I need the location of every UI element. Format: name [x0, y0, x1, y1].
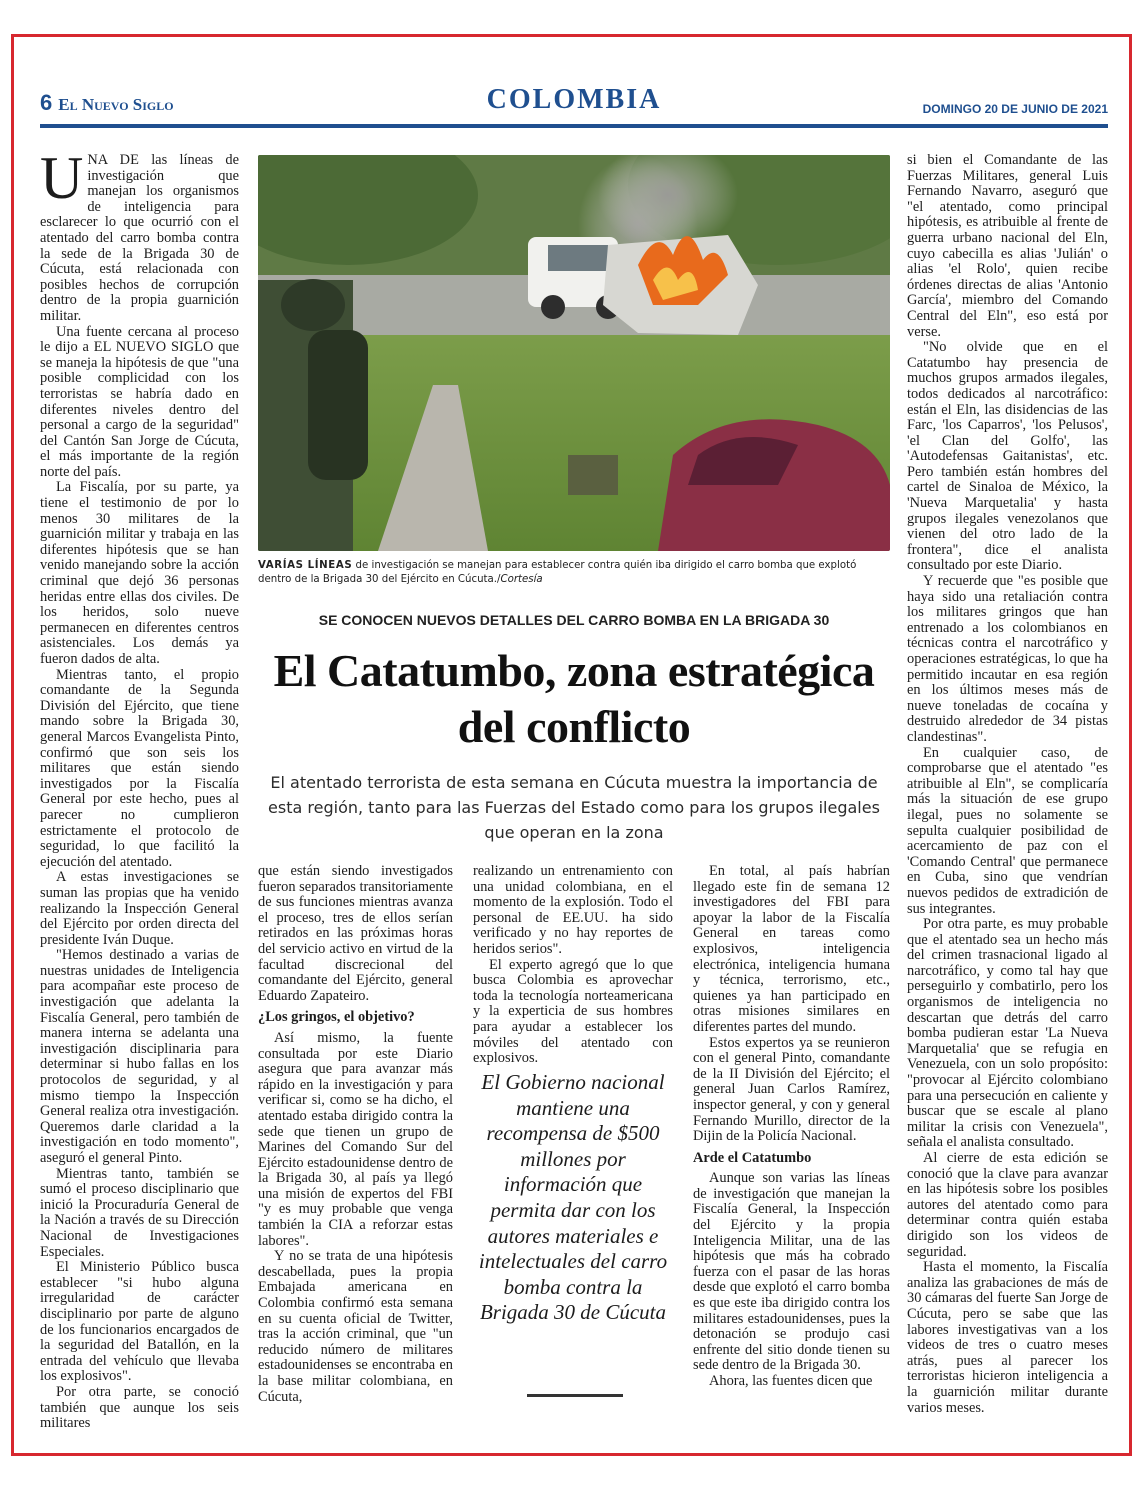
headline: El Catatumbo, zona estratégica del conflicto	[273, 645, 875, 752]
paragraph: Por otra parte, es muy probable que el atentado sea un hecho más del crimen trasnacional ligado al narcotráfico, y como tal hay que perseguirlo y combatirlo, pero los organismos de inteligencia no descartan que detrás del carro bomba pudieran estar 'La Nueva Marquetalia' que se refugia en Venezuela, con un solo propósito: "provocar al Ejército colombiano para una persecución en caliente y buscar que se escale al plano militar la crisis con Venezuela", señala el analista consultado.	[907, 916, 1108, 1151]
paragraph: En cualquier caso, de comprobarse que el atentado "es atribuible al Eln", se complicaría más la situación de ese grupo ilegal, pues no solamente se sepulta cualquier posibilidad de acercamiento de paz con el 'Comando Central' que permanece en Cuba, sino que vendrían nuevos pedidos de extradición de sus integrantes.	[907, 744, 1108, 917]
paragraph: La Fiscalía, por su parte, ya tiene el testimonio de por lo menos 30 militares de la guarnición militar y trabaja en las diferentes hipótesis que se han venido manejando sobre la acción criminal que dejó 36 personas heridas entre ellas dos civiles. De los heridos, solo nueve permanecen en diferentes centros asistenciales. Los demás ya fueron dados de alta.	[40, 479, 239, 667]
pull-quote-rule	[527, 1394, 623, 1397]
paragraph: si bien el Comandante de las Fuerzas Militares, general Luis Fernando Navarro, aseguró que "el atentado, como principal hipótesis, es atribuible al frente de guerra urbano nacional del Eln, cuyo cabecilla es alias 'Julián' o alias 'el Rolo', quien recibe órdenes directas de alias 'Antonio García', miembro del Comando Central del Eln", eso está por verse.	[907, 152, 1108, 340]
photo-caption: VARÍAS LÍNEAS de investigación se manejan para establecer contra quién iba dirigido el carro bomba que explotó dentro de la Brigada 30 del Ejército en Cúcuta./Cortesía	[258, 560, 857, 585]
header-rule	[40, 124, 1108, 128]
subheading: Arde el Catatumbo	[693, 1149, 812, 1166]
article-column-3	[473, 863, 673, 1067]
paragraph: El Ministerio Público busca establecer "si hubo alguna irregularidad de carácter disciplinario por parte de alguno de los funcionarios encargados de la seguridad del Batallón, en la entrada del vehículo que llevaba los explosivos".	[40, 1259, 239, 1385]
paragraph: Mientras tanto, el propio comandante de la Segunda División del Ejército, que tiene mando sobre la Brigada 30, general Marcos Evangelista Pinto, confirmó que son seis los militares que están siendo investigados por la Fiscalía General por este hecho, pues al parecer no cumplieron estrictamente el protocolo de seguridad, lo que facilitó la ejecución del atentado.	[40, 666, 239, 870]
article-column-1	[40, 145, 239, 1432]
news-photo	[258, 155, 890, 551]
pull-quote: El Gobierno nacional mantiene una recompensa de $500 millones por información que permita dar con los autores materiales e intelectuales del carro bomba contra la Brigada 30 de Cúcuta	[478, 1070, 668, 1325]
paragraph: Al cierre de esta edición se conoció que la clave para avanzar en las hipótesis sobre los posibles autores del atentado como para determinar contra quién estaba dirigido son los videos de seguridad.	[907, 1150, 1108, 1260]
article-column-4	[693, 864, 890, 1398]
kicker: SE CONOCEN NUEVOS DETALLES DEL CARRO BOMBA EN LA BRIGADA 30	[318, 612, 830, 628]
paragraph: Ahora, las fuentes dicen que	[709, 1373, 873, 1389]
paragraph: Una fuente cercana al proceso le dijo a EL NUEVO SIGLO que se maneja la hipótesis de que "una posible complicidad con los terroristas se habría dado en diferentes niveles dentro del personal a cargo de la seguridad" del Cantón San Jorge de Cúcuta, el más importante de la región norte del país.	[40, 323, 239, 480]
page-header	[40, 84, 1108, 122]
photo-credit: Cortesía	[500, 574, 543, 585]
drop-cap: U	[40, 145, 84, 211]
deck: El atentado terrorista de esta semana en Cúcuta muestra la importancia de esta región, tanto para las Fuerzas del Estado como para los grupos ilegales que operan en la zona	[268, 773, 880, 842]
paragraph: que están siendo investigados fueron separados transitoriamente de sus funciones mientras avanza el proceso, tres de ellos serían retirados en las próximas horas del servicio activo en virtud de la facultad discrecional del comandante del Ejército, general Eduardo Zapateiro.	[258, 863, 453, 1004]
paragraph: "No olvide que en el Catatumbo hay presencia de muchos grupos armados ilegales, todos dedicados al narcotráfico: están el Eln, las disidencias de las Farc, 'los Caparros', 'los Pelusos', 'el Clan del Golfo', las 'Autodefensas Gaitanistas', etc. Pero también están hombres del cartel de Sinaloa de México, la 'Nueva Marquetalia' y hasta grupos ilegales venezolanos que vienen del otro lado de la frontera", dice el analista consultado por este Diario.	[907, 339, 1108, 574]
paragraph: realizando un entrenamiento con una unidad colombiana, en el momento de la explosión. Todo el personal de EE.UU. ha sido verificado y no hay reportes de heridos serios".	[473, 863, 673, 957]
lead-paragraph: UNA DE las líneas de investigación que manejan los organismos de inteligencia para esclarecer lo que ocurrió con el atentado del carro bomba contra la sede de la Brigada 30 de Cúcuta, está relacionada con posibles hechos de corrupción dentro de la propia guarnición militar.	[40, 145, 239, 324]
paragraph: Y no se trata de una hipótesis descabellada, pues la propia Embajada americana en Colombia confirmó esta semana en su cuenta oficial de Twitter, tras la acción criminal, que "un reducido número de militares estadounidenses se encontraba en la base militar colombiana, en Cúcuta,	[258, 1248, 453, 1405]
article-column-2	[258, 863, 453, 1405]
paragraph: Estos expertos ya se reunieron con el general Pinto, comandante de la II División del Ejército; el general Juan Carlos Ramírez, inspector general, y con y general Fernando Murillo, director de la Dijin de la Policía Nacional.	[693, 1034, 890, 1145]
paragraph: A estas investigaciones se suman las propias que ha venido realizando la Inspección General del Ejército por orden directa del presidente Iván Duque.	[40, 869, 239, 948]
paragraph: En total, al país habrían llegado este fin de semana 12 investigadores del FBI para apoyar la labor de la Fiscalía General en tareas como explosivos, inteligencia electrónica, inteligencia humana y técnica, terrorismo, etc., quienes ya han participado en otras misiones similares en diferentes partes del mundo.	[693, 863, 890, 1035]
paragraph: Y recuerde que "es posible que haya sido una retaliación contra los militares gringos que han entrenado a los colombianos en técnicas contra el narcotráfico y operaciones estratégicas, lo que ha permitido incautar en esa región en los últimos meses más de nueve toneladas de cocaína y destruido alrededor de 34 pistas clandestinas".	[907, 573, 1108, 745]
paragraph: El experto agregó que lo que busca Colombia es aprovechar toda la tecnología norteamericana y la experticia de sus hombres para ayudar a establecer los móviles del atentado con explosivos.	[473, 956, 673, 1067]
paragraph: "Hemos destinado a varias de nuestras unidades de Inteligencia para acompañar este proceso de investigación que adelanta la Fiscalía General, pero también de manera interna se adelanta una investigación disciplinaria para determinar si hubo fallas en los protocolos de seguridad, y al mismo tiempo la Inspección General realiza otra investigación. Queremos darle claridad a la investigación en todo momento", aseguró el general Pinto.	[40, 947, 239, 1166]
publication-name: El Nuevo Siglo	[58, 95, 174, 114]
paragraph: Mientras tanto, también se sumó el proceso disciplinario que inició la Procuraduría General de la Nación a través de su Dirección Nacional de Investigaciones Especiales.	[40, 1165, 239, 1260]
caption-lead: VARÍAS LÍNEAS	[258, 560, 353, 571]
paragraph: Por otra parte, se conoció también que aunque los seis militares	[40, 1383, 239, 1432]
paragraph: Hasta el momento, la Fiscalía analiza las grabaciones de más de 30 cámaras del fuerte San Jorge de Cúcuta, pero se sabe que las labores investigativas van a los videos de tres o cuatro meses atrás, pues al parecer los terroristas hicieron inteligencia a la guarnición militar durante varios meses.	[907, 1259, 1108, 1416]
paragraph: Así mismo, la fuente consultada por este Diario asegura que para avanzar más rápido en la investigación y para verificar si, como se ha dicho, el atentado estaba dirigido contra la sede que tienen un grupo de Marines del Comando Sur del Ejército estadounidense dentro de la Brigada 30, al país ya llegó una misión de expertos del FBI "y es muy probable que venga también la CIA a reforzar estas labores".	[258, 1029, 453, 1249]
paragraph: Aunque son varias las líneas de investigación que manejan la Fiscalía General, la Inspección del Ejército y la propia Inteligencia Militar, una de las hipótesis que más ha cobrado fuerza con el pasar de las horas desde que explotó el carro bomba es que este iba dirigido contra los militares estadounidenses, pues la detonación se produjo casi enfrente del sitio donde tienen su sede dentro de la Brigada 30.	[693, 1170, 890, 1374]
subheading: ¿Los gringos, el objetivo?	[258, 1009, 415, 1026]
issue-date: DOMINGO 20 DE JUNIO DE 2021	[922, 102, 1108, 116]
page-number: 6	[40, 90, 53, 115]
article-column-5	[907, 152, 1108, 1416]
section-title: COLOMBIA	[486, 84, 662, 115]
